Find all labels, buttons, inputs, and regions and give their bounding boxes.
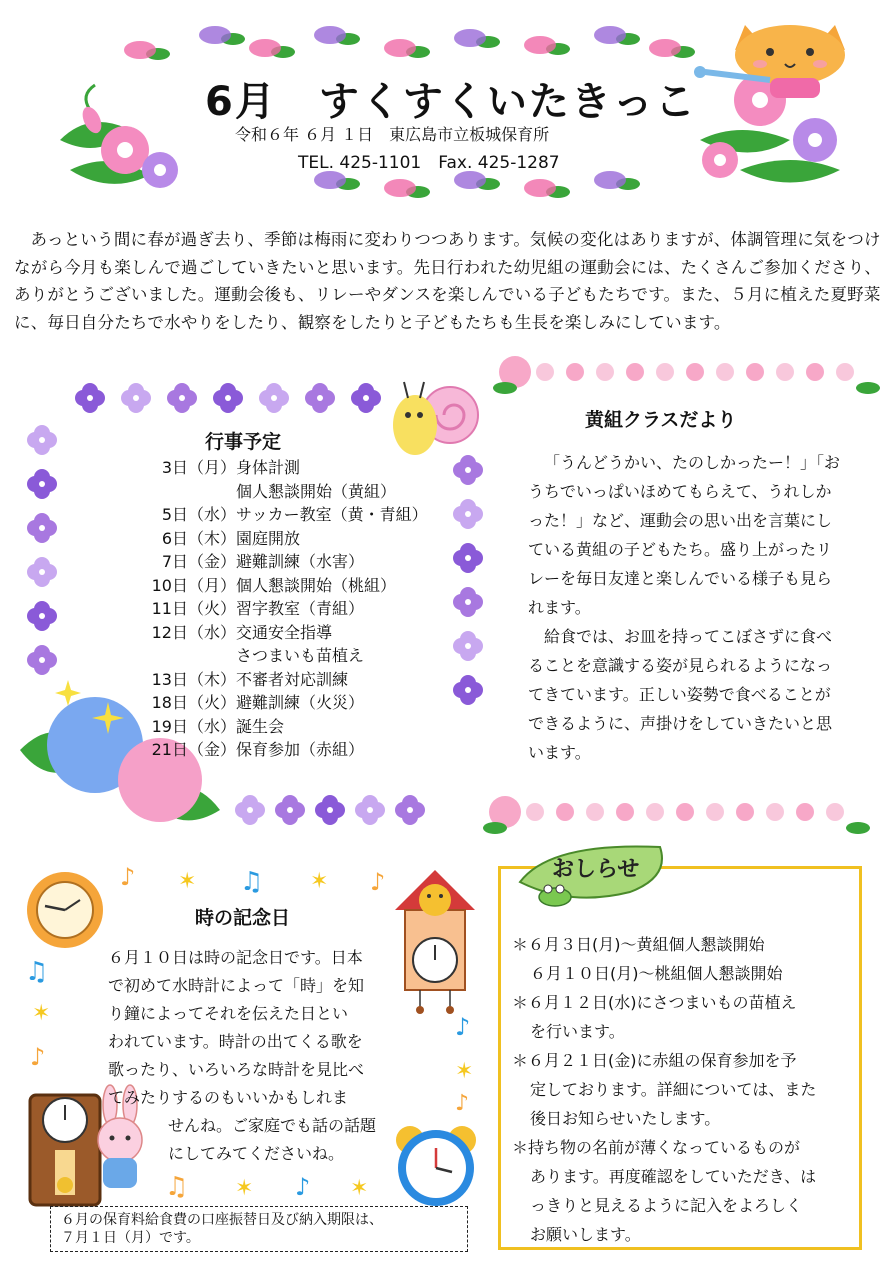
event-text: 不審者対応訓練 [236, 669, 349, 689]
event-date: 11日（火） [151, 599, 236, 618]
event-row [98, 480, 478, 504]
yellow-class-body [528, 448, 844, 767]
event-text: 習字教室（青組） [236, 599, 365, 618]
fee-notice-box [50, 1206, 468, 1252]
intro-paragraph: あっという間に春が過ぎ去り、季節は梅雨に変わりつつあります。気候の変化はありますが、体調管理に気をつけながら今月も楽しんで過ごしていきたいと思います。先日行われた幼児組の運動会には、たくさんご参加くださり、ありがとうございました。運動会後も、リレーやダンスを楽しんでいる子どもたちです。また、５月に植えた夏野菜に、毎日自分たちで水やりをしたり、観察をしたりと子どもたちも生長を楽しみにしています。 [14, 230, 882, 332]
event-text: 保育参加（赤組） [236, 740, 365, 759]
yellow-class-heading: 黄組クラスだより [585, 409, 737, 431]
pink-flower-border-top [490, 350, 880, 400]
event-date: 6日（木） [161, 528, 236, 548]
event-date: 10日（月） [151, 575, 236, 595]
event-row [98, 644, 478, 668]
event-date: 13日（木） [151, 669, 236, 689]
event-date: 21日（金） [151, 740, 236, 759]
svg-text:✶: ✶ [455, 1059, 474, 1084]
yellow-class-paragraph: 「うんどうかい、たのしかったー！」「おうちでいっぱいほめてもらえて、うれしかった！」など、運動会の思い出を言葉にしている黄組の子どもたち。盛り上がったリレーを毎日友達と楽しんでいる様子も見られます。 [528, 453, 841, 617]
event-row [98, 621, 478, 645]
issue-date-organization: 令和６年 ６月 １日 東広島市立板城保育所 [235, 125, 550, 144]
svg-text:♪: ♪ [455, 1091, 470, 1116]
event-row [98, 574, 478, 598]
newsletter-title: 6月 すくすくいたきっこ [205, 79, 697, 125]
svg-text:♫: ♫ [165, 1172, 189, 1202]
event-text: 避難訓練（火災） [236, 693, 365, 712]
yellow-class-paragraph: 給食では、お皿を持ってこぼさずに食べることを意識する姿が見られるようになってきています。正しい姿勢で食べることができるように、声掛けをしていきたいと思います。 [528, 627, 833, 762]
event-date [98, 480, 236, 504]
time-day-line: せんね。ご家庭でも話の話題 [168, 1116, 377, 1135]
cuckoo-clock-icon [395, 870, 475, 1014]
notice-item-continued: 後日お知らせいたします。 [530, 1109, 721, 1128]
event-row [98, 715, 478, 739]
time-day-line: り鐘によってそれを伝えた日とい [108, 1004, 349, 1023]
time-day-line: われています。時計の出てくる歌を [108, 1032, 363, 1051]
notice-leaf-label [510, 842, 680, 912]
contact-numbers: TEL. 425-1101 Fax. 425-1287 [298, 153, 560, 173]
event-row [98, 456, 478, 480]
event-text: 個人懇談開始（黄組） [236, 481, 397, 501]
event-text: 交通安全指導 [236, 622, 333, 642]
notice-item: ＊６月３日(月)～黄組個人懇談開始 [512, 935, 765, 954]
svg-text:✶: ✶ [350, 1176, 369, 1201]
event-row [98, 550, 478, 574]
notice-item-continued: ６月１０日(月)～桃組個人懇談開始 [530, 964, 783, 983]
notice-label: おしらせ [552, 857, 640, 882]
event-text: 個人懇談開始（桃組） [236, 575, 397, 595]
svg-text:♪: ♪ [120, 863, 136, 891]
svg-text:♫: ♫ [240, 867, 264, 897]
svg-text:♪: ♪ [370, 868, 386, 896]
event-date: 12日（水） [151, 622, 236, 642]
event-text: 誕生会 [236, 716, 285, 736]
event-text: サッカー教室（黄・青組） [236, 505, 428, 524]
notice-item-continued: あります。再度確認をしていただき、は [530, 1167, 817, 1186]
svg-text:✶: ✶ [235, 1176, 254, 1201]
notice-item: ＊６月１２日(水)にさつまいもの苗植え [512, 993, 797, 1012]
fee-notice-line: ６月の保育料給食費の口座振替日及び納入期限は、 [61, 1212, 383, 1228]
svg-text:✶: ✶ [32, 1001, 51, 1026]
event-row [98, 527, 478, 551]
event-date: 5日（水） [161, 505, 236, 524]
snail-icon [393, 382, 478, 455]
event-text: 園庭開放 [236, 528, 301, 548]
time-day-heading: 時の記念日 [195, 907, 291, 929]
notice-item-continued: を行います。 [530, 1022, 625, 1041]
event-row [98, 597, 478, 621]
event-date: 19日（水） [151, 716, 236, 736]
svg-text:✶: ✶ [178, 869, 197, 894]
svg-text:✶: ✶ [310, 869, 329, 894]
alarm-clock-icon [396, 1126, 476, 1206]
notice-item-continued: っきりと見えるように記入をよろしく [530, 1196, 803, 1215]
event-date: 7日（金） [161, 552, 236, 571]
morning-glory-left-icon [60, 85, 178, 188]
events-heading: 行事予定 [205, 431, 282, 453]
pink-flower-border-bottom [480, 790, 880, 840]
sunflower-clock-icon [27, 872, 103, 948]
notice-item-continued: 定しております。詳細については、また [530, 1080, 817, 1099]
time-day-line: 歌ったり、いろいろな時計を見比べ [108, 1060, 365, 1079]
notice-item: ＊６月２１日(金)に赤組の保育参加を予 [512, 1051, 797, 1070]
time-day-line: にしてみてくださいね。 [168, 1144, 345, 1163]
event-text: 身体計測 [236, 458, 301, 477]
grandfather-clock-icon [30, 1095, 100, 1205]
fee-notice-line: ７月１日（月）です。 [61, 1230, 200, 1246]
time-day-line: てみたりするのもいいかもしれま [108, 1088, 349, 1107]
event-row [98, 738, 478, 762]
svg-text:♪: ♪ [295, 1173, 311, 1201]
time-day-line: ６月１０日は時の記念日です。日本 [108, 948, 363, 967]
event-date: 18日（火） [151, 693, 236, 712]
svg-text:♫: ♫ [25, 957, 49, 987]
event-date [98, 644, 236, 668]
event-row [98, 691, 478, 715]
notice-list [512, 930, 857, 1249]
svg-text:♪: ♪ [30, 1043, 46, 1071]
notice-item-continued: お願いします。 [530, 1225, 641, 1244]
events-list [98, 456, 478, 762]
event-row [98, 668, 478, 692]
event-text: 避難訓練（水害） [236, 552, 365, 571]
time-day-line: で初めて水時計によって「時」を知 [108, 976, 365, 995]
event-row [98, 503, 478, 527]
event-date: 3日（月） [161, 458, 236, 477]
notice-item: ＊持ち物の名前が薄くなっているものが [512, 1138, 801, 1157]
event-text: さつまいも苗植え [236, 646, 365, 665]
svg-text:♪: ♪ [455, 1013, 471, 1041]
